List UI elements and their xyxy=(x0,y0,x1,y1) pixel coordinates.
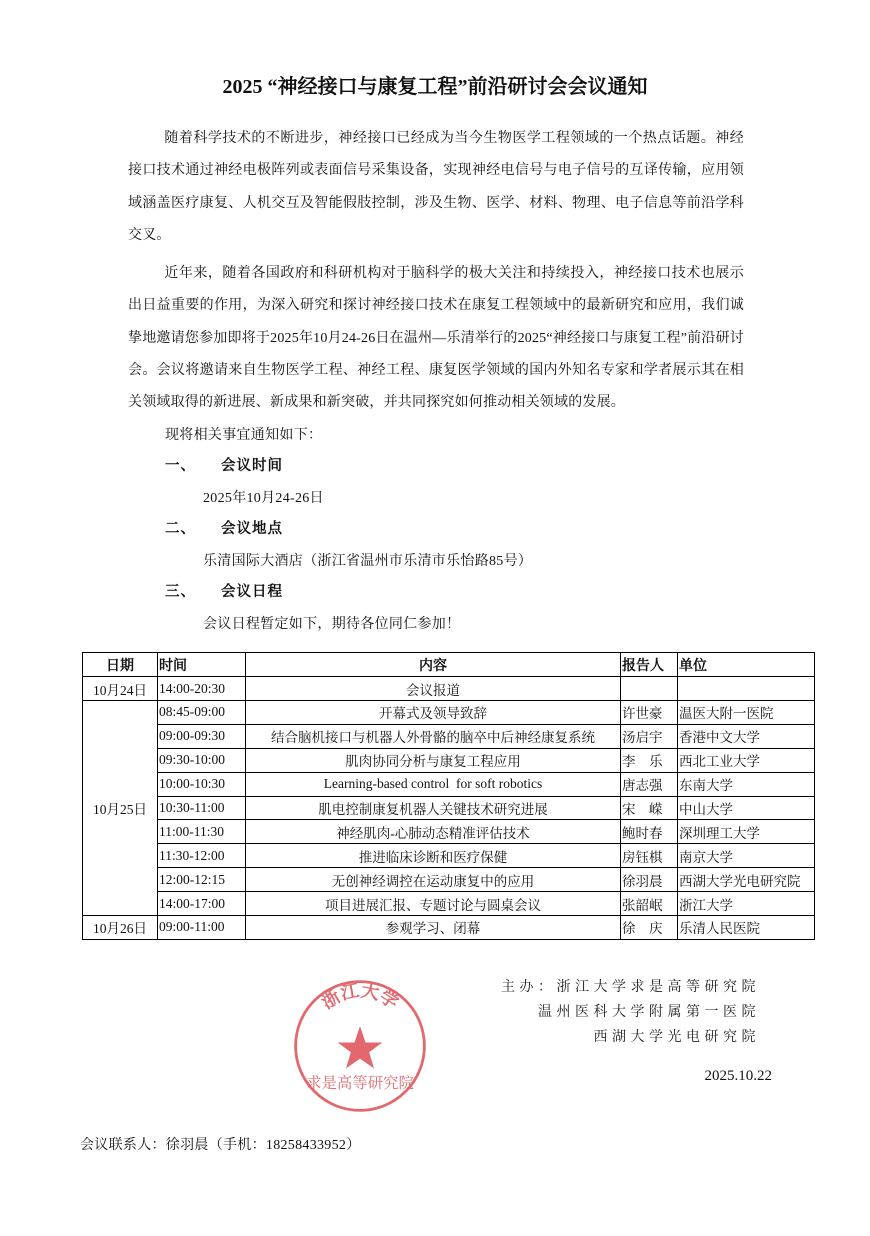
intro-text: 现将相关事宜通知如下： xyxy=(165,427,323,443)
speaker-cell: 徐 庆 xyxy=(621,915,678,939)
unit-cell: 浙江大学 xyxy=(678,892,815,916)
time-cell: 09:00-09:30 xyxy=(158,724,246,748)
schedule-table xyxy=(82,652,815,940)
unit-cell xyxy=(678,677,815,701)
header-speaker: 报告人 xyxy=(621,653,678,677)
speaker-cell: 张韶岷 xyxy=(621,892,678,916)
contact-info: 会议联系人：徐羽晨（手机：18258433952） xyxy=(80,1137,361,1153)
stamp-bottom-text: 求是高等研究院 xyxy=(306,1073,414,1092)
section-2-heading: 会议地点 xyxy=(221,521,283,538)
time-cell: 09:30-10:00 xyxy=(158,748,246,772)
unit-cell: 东南大学 xyxy=(678,772,815,796)
unit-cell: 西北工业大学 xyxy=(678,748,815,772)
header-unit: 单位 xyxy=(678,653,815,677)
time-cell: 10:00-10:30 xyxy=(158,772,246,796)
time-cell: 14:00-20:30 xyxy=(158,677,246,701)
stamp-star-icon xyxy=(338,1026,383,1068)
content-cell: 推进临床诊断和医疗保健 xyxy=(246,844,621,868)
speaker-cell xyxy=(621,677,678,701)
content-cell: 项目进展汇报、专题讨论与圆桌会议 xyxy=(246,892,621,916)
table-row xyxy=(83,700,815,724)
table-row xyxy=(83,772,815,796)
organizer-2: 温州医科大学附属第一医院 xyxy=(538,1004,760,1020)
time-cell: 11:30-12:00 xyxy=(158,844,246,868)
speaker-cell: 徐羽晨 xyxy=(621,868,678,892)
date-cell: 10月25日 xyxy=(83,700,158,915)
page-title: 2025 “神经接口与康复工程”前沿研讨会会议通知 xyxy=(222,76,648,98)
section-1-number: 一、 xyxy=(165,458,196,475)
paragraph-1: 随着科学技术的不断进步，神经接口已经成为当今生物医学工程领域的一个热点话题。神经接口技术通过神经电极阵列或表面信号采集设备，实现神经电信号与电子信号的互译传输，应用领域涵盖医疗康复、人机交互及智能假肢控制，涉及生物、医学、材料、物理、电子信息等前沿学科交叉。 xyxy=(128,131,744,243)
section-2-number: 二、 xyxy=(165,521,196,538)
table-header-row xyxy=(83,653,815,677)
speaker-cell: 汤启宇 xyxy=(621,724,678,748)
table-row xyxy=(83,748,815,772)
speaker-cell: 鲍时春 xyxy=(621,820,678,844)
unit-cell: 温医大附一医院 xyxy=(678,700,815,724)
time-cell: 14:00-17:00 xyxy=(158,892,246,916)
table-row xyxy=(83,892,815,916)
time-cell: 08:45-09:00 xyxy=(158,700,246,724)
content-cell: 神经肌肉-心肺动态精准评估技术 xyxy=(246,820,621,844)
speaker-cell: 宋 嵘 xyxy=(621,796,678,820)
time-cell: 11:00-11:30 xyxy=(158,820,246,844)
unit-cell: 深圳理工大学 xyxy=(678,820,815,844)
header-content: 内容 xyxy=(246,653,621,677)
time-cell: 10:30-11:00 xyxy=(158,796,246,820)
content-cell: 肌肉协同分析与康复工程应用 xyxy=(246,748,621,772)
signature-block xyxy=(0,976,870,1126)
section-3-heading: 会议日程 xyxy=(221,584,283,601)
header-date: 日期 xyxy=(83,653,158,677)
issue-date: 2025.10.22 xyxy=(704,1067,772,1084)
table-row xyxy=(83,724,815,748)
section-2-content: 乐清国际大酒店（浙江省温州市乐清市乐怡路85号） xyxy=(203,553,533,569)
organizer-1: 主办：浙江大学求是高等研究院 xyxy=(501,979,760,995)
time-cell: 09:00-11:00 xyxy=(158,915,246,939)
content-cell: 开幕式及领导致辞 xyxy=(246,700,621,724)
speaker-cell: 唐志强 xyxy=(621,772,678,796)
header-time: 时间 xyxy=(158,653,246,677)
section-3-number: 三、 xyxy=(165,584,196,601)
unit-cell: 香港中文大学 xyxy=(678,724,815,748)
date-cell: 10月24日 xyxy=(83,677,158,701)
unit-cell: 中山大学 xyxy=(678,796,815,820)
table-row xyxy=(83,844,815,868)
stamp-top-text: 浙江大学 xyxy=(317,980,403,1014)
section-3-content: 会议日程暂定如下，期待各位同仁参加！ xyxy=(203,616,461,632)
speaker-cell: 李 乐 xyxy=(621,748,678,772)
section-1-heading: 会议时间 xyxy=(221,458,283,475)
date-cell: 10月26日 xyxy=(83,915,158,939)
section-1-header xyxy=(165,451,870,483)
content-cell: 参观学习、闭幕 xyxy=(246,915,621,939)
table-row xyxy=(83,868,815,892)
unit-cell: 乐清人民医院 xyxy=(678,915,815,939)
table-row xyxy=(83,677,815,701)
time-cell: 12:00-12:15 xyxy=(158,868,246,892)
official-seal-stamp xyxy=(290,976,430,1116)
paragraph-2: 近年来，随着各国政府和科研机构对于脑科学的极大关注和持续投入，神经接口技术也展示出日益重要的作用，为深入研究和探讨神经接口技术在康复工程领域中的最新研究和应用，我们诚挚地邀请您参加即将于2025年10月24-26日在温州—乐清举行的2025“神经接口与康复工程”前沿研讨会。会议将邀请来自生物医学工程、神经工程、康复医学领域的国内外知名专家和学者展示其在相关领域取得的新进展、新成果和新突破，并共同探究如何推动相关领域的发展。 xyxy=(128,266,744,411)
section-1-content: 2025年10月24-26日 xyxy=(203,490,324,506)
table-row xyxy=(83,915,815,939)
unit-cell: 南京大学 xyxy=(678,844,815,868)
content-cell: Learning-based control for soft robotics xyxy=(246,772,621,796)
speaker-cell: 房钰棋 xyxy=(621,844,678,868)
section-3-header xyxy=(165,577,870,609)
section-2-header xyxy=(165,514,870,546)
table-row xyxy=(83,820,815,844)
content-cell: 会议报道 xyxy=(246,677,621,701)
unit-cell: 西湖大学光电研究院 xyxy=(678,868,815,892)
content-cell: 无创神经调控在运动康复中的应用 xyxy=(246,868,621,892)
speaker-cell: 许世豪 xyxy=(621,700,678,724)
content-cell: 结合脑机接口与机器人外骨骼的脑卒中后神经康复系统 xyxy=(246,724,621,748)
table-row xyxy=(83,796,815,820)
organizer-3: 西湖大学光电研究院 xyxy=(593,1029,760,1045)
content-cell: 肌电控制康复机器人关键技术研究进展 xyxy=(246,796,621,820)
